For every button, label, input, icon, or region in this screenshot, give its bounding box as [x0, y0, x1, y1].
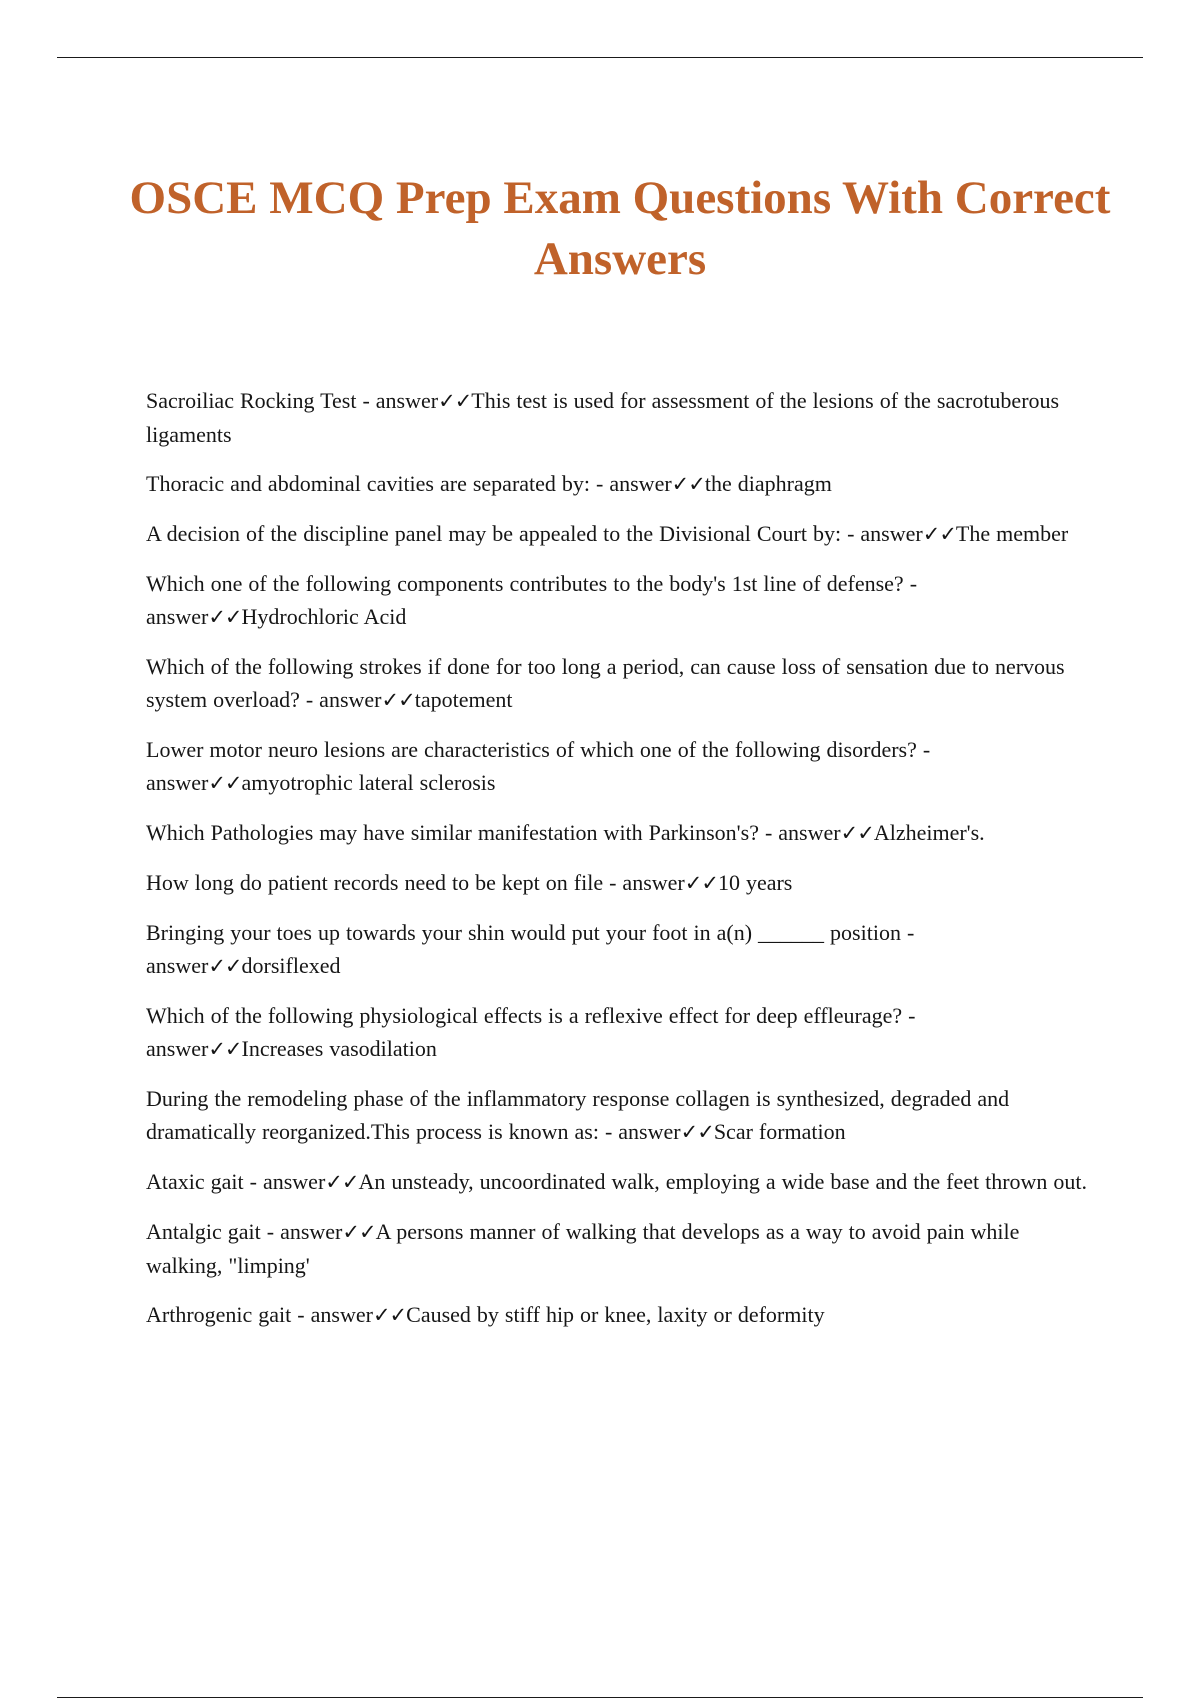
answer-separator: - answer	[243, 1169, 326, 1194]
answer-text: dorsiflexed	[241, 953, 341, 978]
question-text: How long do patient records need to be kept on file	[146, 870, 604, 895]
answer-separator: - answer	[260, 1219, 343, 1244]
answer-text: Scar formation	[713, 1119, 846, 1144]
answer-text: Alzheimer's.	[873, 820, 985, 845]
answer-text: An unsteady, uncoordinated walk, employing a wide base and the feet thrown out.	[358, 1169, 1088, 1194]
answer-separator: - answer	[146, 920, 915, 978]
answer-text: This test is used for assessment of the lesions of the sacrotuberous ligaments	[146, 388, 1060, 447]
question-text: Ataxic gait	[146, 1169, 244, 1194]
question-answer-list	[146, 384, 1096, 1348]
question-text: Sacroiliac Rocking Test	[146, 388, 357, 413]
qa-item	[146, 1165, 1096, 1199]
question-text: Bringing your toes up towards your shin would put your foot in a(n) ______ position	[146, 920, 901, 945]
qa-item	[146, 567, 1096, 634]
check-mark-icon: ✓✓	[438, 389, 472, 413]
qa-item	[146, 1082, 1096, 1149]
qa-item	[146, 1298, 1096, 1332]
qa-item	[146, 384, 1096, 451]
bottom-divider	[57, 1697, 1143, 1698]
check-mark-icon: ✓✓	[684, 871, 718, 895]
answer-separator: - answer	[146, 737, 931, 795]
check-mark-icon: ✓✓	[208, 771, 242, 795]
question-text: Lower motor neuro lesions are characteristics of which one of the following disorders?	[146, 737, 917, 762]
qa-item	[146, 517, 1096, 551]
question-text: Which of the following strokes if done for too long a period, can cause loss of sensation due to nervous system overload?	[146, 654, 1065, 712]
answer-text: the diaphragm	[704, 471, 832, 496]
answer-separator: - answer	[590, 471, 672, 496]
qa-item	[146, 733, 1096, 800]
qa-item	[146, 467, 1096, 501]
answer-text: Increases vasodilation	[241, 1036, 437, 1061]
answer-separator: - answer	[603, 870, 685, 895]
question-text: Which of the following physiological effects is a reflexive effect for deep effleurage?	[146, 1003, 903, 1028]
check-mark-icon: ✓✓	[372, 1303, 407, 1327]
qa-item	[146, 866, 1096, 900]
check-mark-icon: ✓✓	[680, 1120, 714, 1144]
answer-text: amyotrophic lateral sclerosis	[241, 770, 496, 795]
qa-item	[146, 1215, 1096, 1282]
answer-separator: - answer	[356, 388, 439, 413]
question-text: Thoracic and abdominal cavities are separated by:	[146, 471, 591, 496]
answer-text: 10 years	[717, 870, 793, 895]
answer-separator: - answer	[291, 1302, 373, 1327]
qa-item	[146, 816, 1096, 850]
answer-separator: - answer	[598, 1119, 681, 1144]
answer-separator: - answer	[299, 687, 382, 712]
answer-text: A persons manner of walking that develops as a way to avoid pain while walking, "limping'	[146, 1219, 1020, 1278]
question-text: Which Pathologies may have similar manifestation with Parkinson's?	[146, 820, 759, 845]
top-divider	[57, 57, 1143, 58]
check-mark-icon: ✓✓	[342, 1220, 376, 1244]
check-mark-icon: ✓✓	[208, 605, 242, 629]
question-text: A decision of the discipline panel may be appealed to the Divisional Court by:	[146, 521, 842, 546]
question-text: During the remodeling phase of the inflammatory response collagen is synthesized, degraded and dramatically reorganized.This process is known as:	[146, 1086, 1010, 1144]
check-mark-icon: ✓✓	[840, 821, 874, 845]
check-mark-icon: ✓✓	[671, 472, 705, 496]
question-text: Which one of the following components contributes to the body's 1st line of defense?	[146, 571, 904, 596]
answer-text: tapotement	[414, 687, 513, 712]
answer-text: The member	[955, 521, 1069, 546]
qa-item	[146, 999, 1096, 1066]
check-mark-icon: ✓✓	[922, 522, 956, 546]
answer-separator: - answer	[146, 1003, 916, 1061]
document-title: OSCE MCQ Prep Exam Questions With Correct Answers	[129, 172, 1111, 285]
answer-separator: - answer	[841, 521, 923, 546]
answer-separator: - answer	[146, 571, 918, 629]
check-mark-icon: ✓✓	[381, 688, 415, 712]
answer-text: Hydrochloric Acid	[241, 604, 407, 629]
answer-text: Caused by stiff hip or knee, laxity or deformity	[406, 1302, 825, 1327]
check-mark-icon: ✓✓	[325, 1170, 359, 1194]
qa-item	[146, 650, 1096, 717]
answer-separator: - answer	[758, 820, 841, 845]
question-text: Arthrogenic gait	[146, 1302, 292, 1327]
question-text: Antalgic gait	[146, 1219, 261, 1244]
check-mark-icon: ✓✓	[208, 954, 242, 978]
check-mark-icon: ✓✓	[208, 1037, 242, 1061]
qa-item	[146, 916, 1096, 983]
